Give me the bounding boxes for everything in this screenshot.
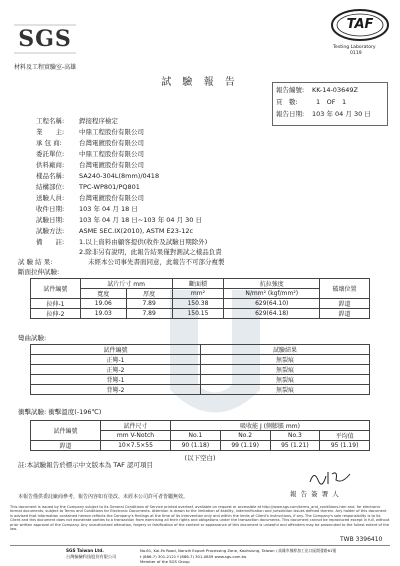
impact-heading: 衝擊試驗: 衝擊溫度(-196℃) — [18, 408, 102, 416]
page-title: 試 驗 報 告 — [161, 77, 239, 88]
tensile-col-width: 寬度 — [80, 289, 126, 299]
impact-blank-note: (以下空白) — [184, 454, 216, 462]
table-row — [31, 299, 370, 309]
footer-disclaimer: This document is issued by the Company subject to its General Conditions of Service printed overleaf, available on request or accessible at http://www.sgs.com/terms_and_conditions.htm and, for electronic format documents, subject to Terms and Conditions for Electronic Documents. Attention is drawn to the limitation of liability, indemnification and jurisdiction issues defined therein. Any holder of this document is advised that information contained hereon reflects the Company's findings at the time of its intervention only and within the limits of Client's instructions, if any. The Company's sole responsibility is to its Client and this document does not exonerate parties to a transaction from exercising all their rights and obligations under the transaction documents. This document cannot be reproduced except in full, without prior written approval of the Company. Any unauthorized alteration, forgery or falsification of the content or appearance of this document is unlawful and offenders may be prosecuted to the fullest extent of the law. — [10, 505, 390, 532]
bend-result: 無裂痕 — [201, 375, 370, 385]
tensile-break: 銲道 — [320, 299, 370, 309]
info-value: 中鼎工程股份有限公司 — [79, 128, 144, 136]
info-value: 台灣電鍍股份有限公司 — [79, 139, 144, 147]
impact-col-no2: No.2 — [220, 431, 270, 441]
tensile-thickness: 7.89 — [126, 309, 172, 319]
tensile-id: 拉伸-1 — [31, 299, 81, 309]
sgs-logo-text: SGS — [18, 26, 72, 52]
table-row — [31, 309, 370, 319]
table-row — [31, 355, 370, 365]
impact-table — [30, 420, 370, 451]
table-row — [31, 375, 370, 385]
report-date-label: 報告日期: — [276, 110, 305, 118]
tensile-col-dims: 試片斤寸 mm — [80, 279, 172, 289]
info-value: 103 年 04 月 18 日~103 年 04 月 30 日 — [79, 216, 203, 224]
sign-label: 報 告 簽 署 人 — [290, 490, 340, 498]
sgs-logo — [14, 22, 76, 56]
info-value: 銲接程序檢定 — [79, 117, 118, 125]
serial-number: TWB 3396410 — [340, 536, 383, 543]
info-value: 未經本公司事先書面同意，此報告不可部分複製 — [88, 258, 225, 266]
impact-col-avg: 平均值 — [320, 431, 370, 441]
info-label: 樣品名稱: — [36, 172, 65, 180]
info-label: 試驗方法: — [36, 227, 65, 235]
bend-id: 正彎-2 — [31, 365, 201, 375]
impact-id: 銲道 — [31, 441, 101, 451]
info-label: 委託單位: — [36, 150, 65, 158]
tensile-break: 銲道 — [320, 309, 370, 319]
table-row — [31, 441, 370, 451]
bend-result: 無裂痕 — [201, 365, 370, 375]
tensile-col-area: 斷面積 — [172, 279, 224, 289]
info-label: 承 包 商: — [36, 139, 62, 147]
bend-col-id: 試件編號 — [31, 345, 201, 355]
page-count-label: 頁 數: — [276, 98, 298, 106]
taf-number: 0119 — [350, 51, 362, 56]
taf-logo-text: TAF — [346, 17, 374, 32]
tensile-col-thickness: 厚度 — [126, 289, 172, 299]
tensile-width: 19.06 — [80, 299, 126, 309]
table-row — [31, 365, 370, 375]
info-value: 中鼎工程股份有限公司 — [79, 150, 144, 158]
info-value: 台灣電鍍股份有限公司 — [79, 194, 144, 202]
impact-col-no3: No.3 — [270, 431, 320, 441]
impact-col-size: 試件尺寸 — [101, 421, 171, 431]
footer-address: No.61, Kai-Fa Road, Nanzih Export Processing Zone, Kaohsiung, Taiwan / 高雄市楠梓加工出口區開發路61號 — [140, 548, 337, 553]
info-value: 103 年 04 月 18 日 — [79, 205, 138, 213]
info-value: 台灣電鍍股份有限公司 — [79, 161, 144, 169]
info-label: 備 註: — [36, 238, 65, 246]
lab-name: 材料及工程實驗室-高雄 — [14, 64, 77, 71]
info-label: 工程名稱: — [36, 117, 65, 125]
tensile-thickness: 7.89 — [126, 299, 172, 309]
tensile-strength: 629(64.18) — [224, 309, 320, 319]
impact-col-no1: No.1 — [171, 431, 221, 441]
footer-member: Member of the SGS Group — [140, 559, 190, 564]
bend-id: 正彎-1 — [31, 355, 201, 365]
report-number-label: 報告編號: — [276, 86, 305, 94]
info-label: 收件日期: — [36, 205, 65, 213]
tensile-col-strength: 抗拉強度 — [224, 279, 320, 289]
info-value: 2.除非另有說明，此報告結果僅對測試之樣品負責 — [79, 248, 222, 256]
info-label: 供料廠商: — [36, 161, 65, 169]
tensile-width: 19.03 — [80, 309, 126, 319]
page-count-value: 1 OF 1 — [316, 98, 347, 106]
impact-no1: 90 (1.18) — [171, 441, 221, 451]
report-date-value: 103 年 04 月 30 日 — [312, 110, 371, 118]
bend-heading: 彎曲試驗: — [18, 334, 47, 342]
tensile-area: 150.38 — [172, 299, 224, 309]
tensile-col-strength-unit: N/mm² (kgf/mm²) — [224, 289, 320, 299]
tensile-col-area-unit: mm² — [172, 289, 224, 299]
bend-id: 背彎-2 — [31, 385, 201, 395]
info-label: 業 主: — [36, 128, 65, 136]
tensile-col-id: 試件編號 — [31, 279, 81, 299]
info-label: 結構部位: — [36, 183, 65, 191]
impact-no2: 99 (1.19) — [220, 441, 270, 451]
bend-result: 無裂痕 — [201, 385, 370, 395]
impact-no3: 95 (1.21) — [270, 441, 320, 451]
impact-col-energy: 吸收能 J (側膨脹 mm) — [171, 421, 370, 431]
taf-note: 註:本試驗報告於標示中文版本為 TAF 認可項目 — [18, 461, 153, 469]
taf-caption: Testing Laboratory — [333, 45, 376, 50]
impact-avg: 95 (1.19) — [320, 441, 370, 451]
impact-col-size-unit: mm V-Notch — [101, 431, 171, 441]
signature — [306, 468, 356, 488]
results-heading: 試 驗 結 果: — [18, 258, 53, 266]
bend-col-result: 試驗結果 — [201, 345, 370, 355]
tensile-col-break: 破壞位置 — [320, 279, 370, 299]
info-label: 試驗日期: — [36, 216, 65, 224]
table-row — [31, 385, 370, 395]
bend-result: 無裂痕 — [201, 355, 370, 365]
footer-warning: 本報告僅供委託廠商參考，報告內容如有塗改、未經本公司許可者皆屬無效。 — [18, 494, 189, 500]
info-label: 送驗人員: — [36, 194, 65, 202]
info-value: ASME SEC.IX(2010), ASTM E23-12c — [79, 227, 194, 235]
company-cn: 台灣檢驗科技股份有限公司 — [66, 554, 117, 559]
footer-divider — [10, 545, 390, 546]
info-value: SA240-304L(8mm)/0418 — [79, 172, 160, 180]
tensile-table — [30, 278, 370, 319]
bend-id: 背彎-1 — [31, 375, 201, 385]
info-value: 1.以上資料由顧客提供(收件及試驗日期除外) — [79, 238, 208, 246]
info-value: TPC-WP801/PQ801 — [79, 183, 140, 191]
taf-logo — [330, 8, 390, 42]
company-en: SGS Taiwan Ltd. — [66, 548, 104, 553]
tensile-id: 拉伸-2 — [31, 309, 81, 319]
impact-col-id: 試件編號 — [31, 421, 101, 441]
tensile-area: 150.15 — [172, 309, 224, 319]
tensile-strength: 629(64.10) — [224, 299, 320, 309]
tensile-heading: 斷面拉伸試驗: — [18, 268, 60, 276]
footer-tel: t (886-7) 301-2121 f (886-7) 301-0859 www.sgs.com.tw — [140, 554, 247, 559]
bend-table — [30, 344, 370, 395]
impact-size: 10×7.5×55 — [101, 441, 171, 451]
report-number-value: KK-14-03649Z — [312, 86, 358, 94]
